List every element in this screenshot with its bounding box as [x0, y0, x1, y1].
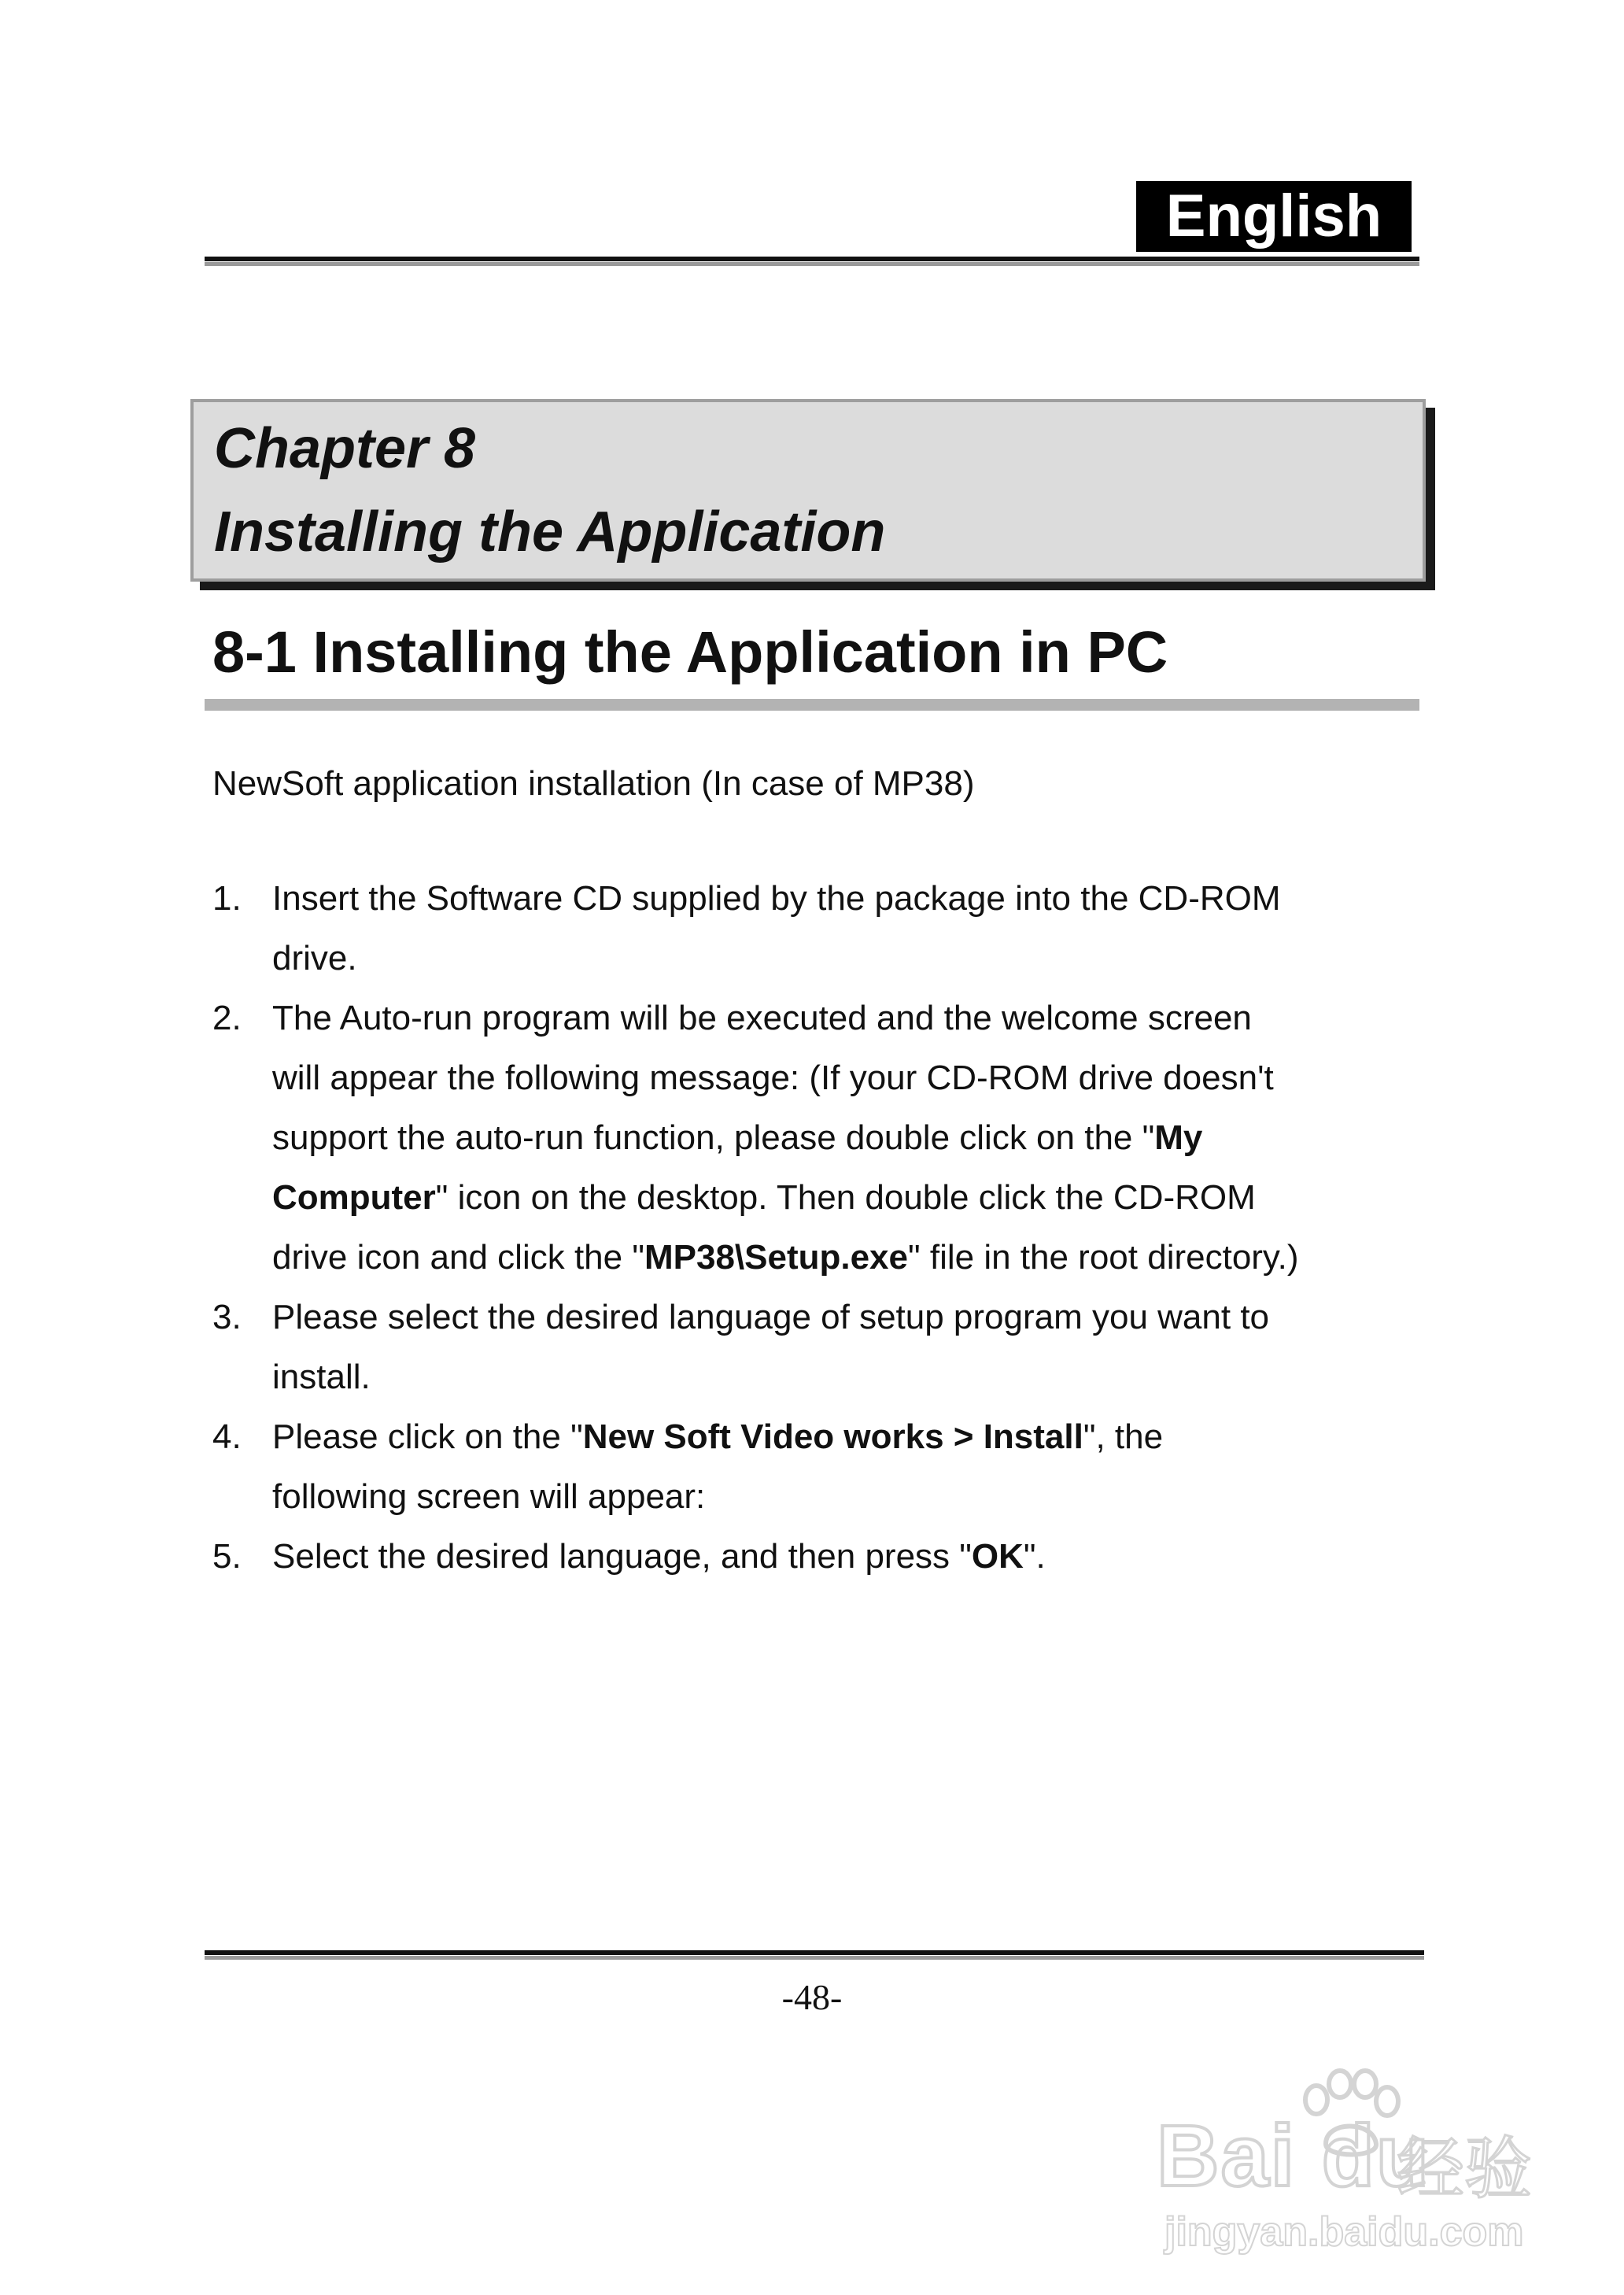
- chapter-title: Installing the Application: [214, 501, 886, 564]
- step-text-part: Please click on the ": [272, 1417, 583, 1456]
- watermark: [1157, 2062, 1550, 2259]
- step-text: [272, 1407, 1424, 1467]
- step-text: [272, 1108, 1424, 1168]
- page-number: -48-: [781, 1977, 843, 2017]
- bold-computer: Computer: [272, 1178, 436, 1217]
- list-item: [212, 1407, 1424, 1527]
- step-text-part: " icon on the desktop. Then double click the CD-ROM: [435, 1178, 1256, 1217]
- step-number: 4.: [212, 1417, 242, 1456]
- step-text: will appear the following message: (If your CD-ROM drive doesn't: [272, 1059, 1274, 1097]
- step-text: drive.: [272, 939, 357, 978]
- step-text: install.: [272, 1358, 371, 1396]
- intro-text: NewSoft application installation (In case of MP38): [212, 764, 975, 803]
- bold-ok: OK: [971, 1537, 1024, 1576]
- header-rule-shadow: [205, 262, 1419, 266]
- step-text-part: ", the: [1083, 1417, 1164, 1456]
- bold-setup-path: MP38\Setup.exe: [644, 1238, 908, 1277]
- bold-install-path: New Soft Video works > Install: [582, 1417, 1083, 1456]
- step-text: [272, 1228, 1424, 1288]
- watermark-cn: 经验: [1397, 2131, 1532, 2207]
- step-text: following screen will appear:: [272, 1477, 706, 1516]
- steps-list: [212, 869, 1424, 1587]
- footer-rule-shadow: [205, 1956, 1424, 1960]
- chapter-number: Chapter 8: [214, 417, 476, 480]
- step-number: 1.: [212, 879, 242, 918]
- bold-my: My: [1154, 1118, 1203, 1157]
- step-text-part: Select the desired language, and then press ": [272, 1537, 972, 1576]
- step-number: 3.: [212, 1298, 242, 1336]
- section-rule: [205, 699, 1419, 711]
- step-text-part: " file in the root directory.): [908, 1238, 1299, 1277]
- list-item: [212, 1527, 1424, 1587]
- step-number: 5.: [212, 1537, 242, 1576]
- step-text-part: support the auto-run function, please double click on the ": [272, 1118, 1155, 1157]
- language-badge: English: [1136, 181, 1412, 252]
- header-rule: [205, 257, 1419, 261]
- watermark-url: jingyan.baidu.com: [1164, 2209, 1524, 2255]
- step-text-part: drive icon and click the ": [272, 1238, 644, 1277]
- section-heading: 8-1 Installing the Application in PC: [212, 619, 1168, 685]
- step-text-part: ".: [1023, 1537, 1046, 1576]
- step-text: The Auto-run program will be executed and the welcome screen: [272, 999, 1252, 1037]
- step-number: 2.: [212, 999, 242, 1037]
- step-text: Please select the desired language of setup program you want to: [272, 1298, 1270, 1336]
- list-item: [212, 1288, 1424, 1407]
- list-item: [212, 869, 1424, 989]
- watermark-brand: Bai du: [1157, 2108, 1431, 2204]
- step-text: [272, 1527, 1424, 1587]
- step-text: Insert the Software CD supplied by the package into the CD-ROM: [272, 879, 1281, 918]
- list-item: [212, 989, 1424, 1288]
- step-text: [272, 1168, 1424, 1228]
- footer-rule: [205, 1950, 1424, 1955]
